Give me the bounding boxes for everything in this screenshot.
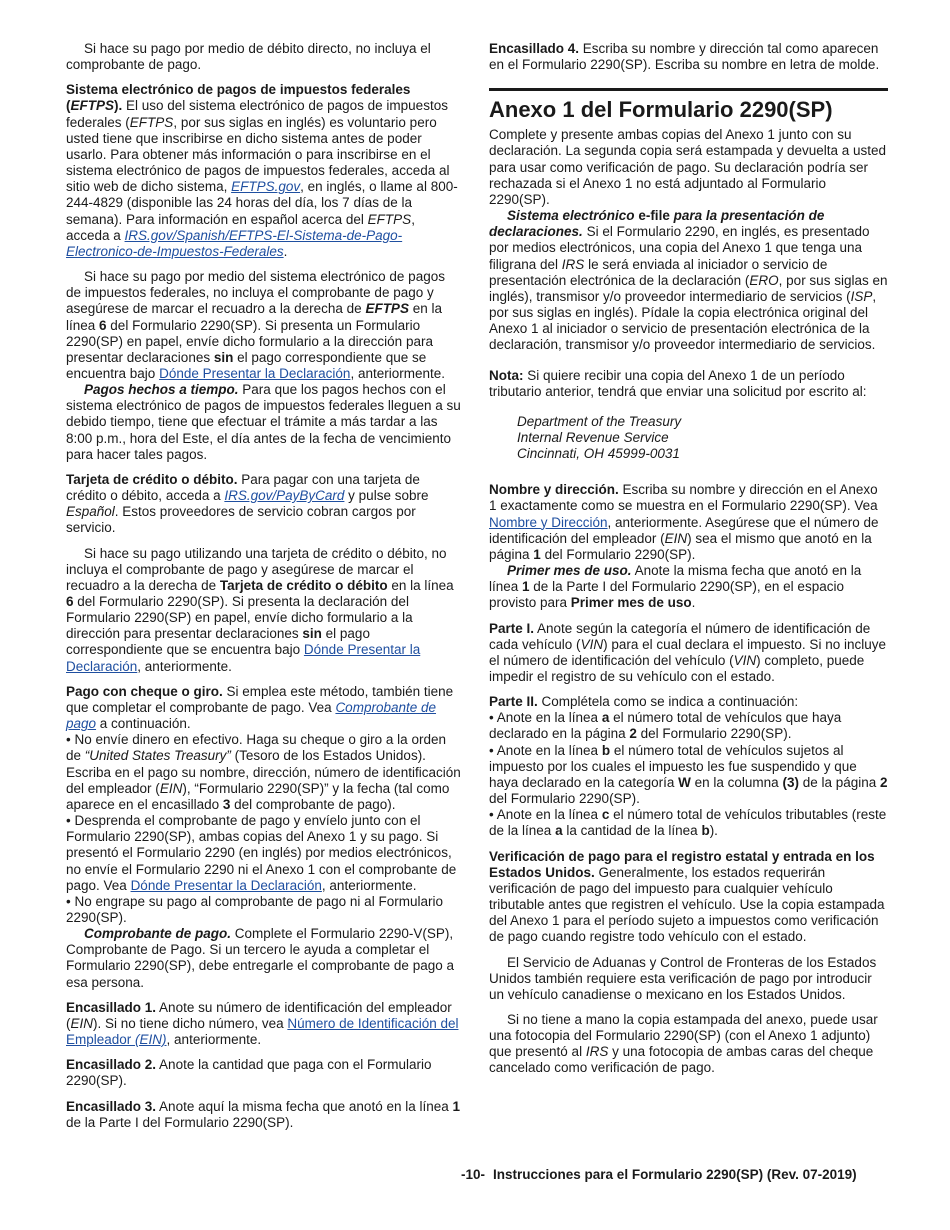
photocopy-paragraph: Si no tiene a mano la copia estampada del anexo, puede usar una fotocopia del Formulario 2290(SP) (con el Anexo 1 adjunto) que presentó al IRS y una fotocopia de ambas caras del cheque cancelado como verificación de pago. <box>489 1011 878 1076</box>
on-time-paragraph: Pagos hechos a tiempo. Para que los pagos hechos con el sistema electrónico de pagos de impuestos federales lleguen a su debido tiempo, tiene que efectuar el trámite a más tardar a las 8:00 p.m., hora del Este, el día antes de la fecha de vencimiento para hacer tales pagos. <box>66 382 461 462</box>
right-column <box>489 41 888 1077</box>
first-month-paragraph: Primer mes de uso. Anote la misma fecha que anotó en la línea 1 de la Parte I del Formulario 2290(SP), en el espacio provisto para Primer mes de uso. <box>489 563 862 611</box>
card-paragraph: Tarjeta de crédito o débito. Para pagar con una tarjeta de crédito o débito, acceda a IRS.gov/PayByCard y pulse sobre Español. Estos proveedores de servicio cobran cargos por servicio. <box>66 471 429 536</box>
verification-paragraph: Verificación de pago para el registro estatal y entrada en los Estados Unidos. Generalmente, los estados requerirán verificación de pago del impuesto para cualquier vehículo tributable antes que registren el vehículo. Use la copia estampada del Anexo 1 para el período sujeto a impuestos como verificación de pago cuando registre todo vehículo con el estado. <box>489 848 885 945</box>
bullet-no-cash: • No envíe dinero en efectivo. Haga su cheque o giro a la orden de “United States Treasury” (Tesoro de los Estados Unidos). Escriba en el pago su nombre, dirección, número de identificación del empleador (EIN), “Formulario 2290(SP)” y la fecha (tal como aparece en el encasillado 3 del comprobante de pago). <box>66 732 461 812</box>
part2-bullet-b: • Anote en la línea b el número total de vehículos sujetos al impuesto por los cuales el impuesto les fue suspendido y que haya declarado en la categoría W en la columna (3) de la página 2 del Formulario 2290(SP). <box>489 742 888 807</box>
part1-paragraph: Parte I. Anote según la categoría el número de identificación de cada vehículo (VIN) para el cual declara el impuesto. Si no incluye el número de identificación del vehículo (VIN) completo, puede impedir el registro de su vehículo con el estado. <box>489 620 886 684</box>
bullet-detach-voucher: • Desprenda el comprobante de pago y envíelo junto con el Formulario 2290(SP), ambas copias del Anexo 1 y su pago. Si presentó el Formulario 2290 (en inglés) por medios electrónicos, no envíe el Formulario 2290 ni el Anexo 1 con el comprobante de pago. Vea Dónde Presentar la Declaración, anteriormente. <box>66 813 457 893</box>
name-address-paragraph: Nombre y dirección. Escriba su nombre y dirección en el Anexo 1 exactamente como se muestra en el Formulario 2290(SP). Vea Nombre y Dirección, anteriormente. Asegúrese que el número de identificación del empleador (EIN) sea el mismo que anotó en la página 1 del Formulario 2290(SP). <box>489 482 879 562</box>
paybycard-link[interactable]: IRS.gov/PayByCard <box>224 488 345 504</box>
part2-paragraph: Parte II. Complétela como se indica a continuación: <box>489 694 799 710</box>
card-instructions-paragraph: Si hace su pago utilizando una tarjeta de crédito o débito, no incluya el comprobante de pago y asegúrese de marcar el recuadro a la derecha de Tarjeta de crédito o débito en la línea 6 del Formulario 2290(SP). Si presenta la declaración del Formulario 2290(SP) en papel, envíe dicho formulario a la dirección para presentar declaraciones sin el pago correspondiente que se encuentra bajo Dónde Presentar la Declaración, anteriormente. <box>66 545 454 674</box>
where-to-file-link-2[interactable]: Dónde Presentar la Declaración <box>66 642 421 674</box>
eftps-link[interactable]: EFTPS.gov <box>231 179 301 195</box>
customs-paragraph: El Servicio de Aduanas y Control de Fronteras de los Estados Unidos también requiere esta verificación de pago por introducir un vehículo canadiense o mexicano en los Estados Unidos. <box>489 954 877 1002</box>
section-divider <box>489 88 888 91</box>
voucher-paragraph: Comprobante de pago. Complete el Formulario 2290-V(SP), Comprobante de Pago. Si un tercero le ayuda a completar el Formulario 2290(SP), debe entregarle el comprobante de pago a esa persona. <box>66 926 454 990</box>
mailing-address <box>489 414 888 462</box>
address-line-3: Cincinnati, OH 45999-0031 <box>517 446 680 462</box>
where-to-file-link-3[interactable]: Dónde Presentar la Declaración <box>130 877 322 893</box>
eftps-instructions-paragraph: Si hace su pago por medio del sistema electrónico de pagos de impuestos federales, no incluya el comprobante de pago y asegúrese de marcar el recuadro a la derecha de EFTPS en la línea 6 del Formulario 2290(SP). Si presenta un Formulario 2290(SP) en papel, envíe dicho formulario a la dirección para presentar declaraciones sin el pago correspondiente que se encuentra bajo Dónde Presentar la Declaración, anteriormente. <box>66 269 445 381</box>
address-line-2: Internal Revenue Service <box>517 429 669 445</box>
box1-paragraph: Encasillado 1. Anote su número de identificación del empleador (EIN). Si no tiene dicho número, vea Número de Identificación del Empleador (EIN), anteriormente. <box>66 999 459 1048</box>
ein-link[interactable]: Número de Identificación del Empleador (EIN) <box>66 1015 459 1048</box>
note-paragraph: Nota: Si quiere recibir una copia del Anexo 1 de un período tributario anterior, tendrá que enviar una solicitud por escrito al: <box>489 367 867 399</box>
box4-paragraph: Encasillado 4. Escriba su nombre y dirección tal como aparecen en el Formulario 2290(SP). Escriba su nombre en letra de molde. <box>489 41 880 73</box>
left-column <box>66 41 462 1131</box>
box2-paragraph: Encasillado 2. Anote la cantidad que paga con el Formulario 2290(SP). <box>66 1057 432 1089</box>
part2-bullet-a: • Anote en la línea a el número total de vehículos que haya declarado en la página 2 del Formulario 2290(SP). <box>489 710 842 742</box>
part2-bullet-c: • Anote en la línea c el número total de vehículos tributables (reste de la línea a la cantidad de la línea b). <box>489 807 887 839</box>
section-heading: Anexo 1 del Formulario 2290(SP) <box>489 97 833 123</box>
name-address-link[interactable]: Nombre y Dirección <box>489 514 608 530</box>
box3-paragraph: Encasillado 3. Anote aquí la misma fecha que anotó en la línea 1 de la Parte I del Formulario 2290(SP). <box>66 1098 461 1130</box>
eftps-paragraph: Sistema electrónico de pagos de impuestos federales (EFTPS). El uso del sistema electrónico de pagos de impuestos federales (EFTPS, por sus siglas en inglés) es voluntario pero usted tiene que inscribirse en dicho sistema antes de poder usarlo. Para obtener más información o para inscribirse en el sistema electrónico de pagos de impuestos federales, acceda al sitio web de dicho sistema, EFTPS.gov, en inglés, o llame al 800-244-4829 (disponible las 24 horas del día, los 7 días de la semana). Para información en español acerca del EFTPS, acceda a IRS.gov/Spanish/EFTPS-El-Sistema-de-Pago-Electronico-de-Impuestos-Federales. <box>66 82 458 259</box>
address-line-1: Department of the Treasury <box>517 413 682 429</box>
bullet-no-staple: • No engrape su pago al comprobante de pago ni al Formulario 2290(SP). <box>66 893 443 925</box>
direct-debit-paragraph: Si hace su pago por medio de débito directo, no incluya el comprobante de pago. <box>66 41 431 73</box>
page-footer <box>461 1167 891 1183</box>
voucher-link[interactable]: Comprobante de pago <box>66 699 437 732</box>
eftps-spanish-link[interactable]: IRS.gov/Spanish/EFTPS-El-Sistema-de-Pago-Electronico-de-Impuestos-Federales <box>66 227 403 259</box>
check-paragraph: Pago con cheque o giro. Si emplea este método, también tiene que completar el comprobante de pago. Vea Comprobante de pago a continuación. <box>66 683 454 732</box>
page-number: -10- <box>461 1167 486 1182</box>
document-title: Instrucciones para el Formulario 2290(SP) (Rev. 07-2019) <box>493 1167 857 1182</box>
where-to-file-link[interactable]: Dónde Presentar la Declaración <box>159 365 351 381</box>
schedule1-intro: Complete y presente ambas copias del Anexo 1 junto con su declaración. La segunda copia será estampada y devuelta a usted para usar como verificación de pago. Su declaración podría ser rechazada si el Anexo 1 no está adjuntado al Formulario 2290(SP). <box>489 127 887 207</box>
efile-paragraph: Sistema electrónico e-file para la presentación de declaraciones. Si el Formulario 2290, en inglés, es presentado por medios electrónicos, una copia del Anexo 1 que tenga una filigrana del IRS le será enviada al iniciador o servicio de presentación electrónica de la declaración (ERO, por sus siglas en inglés), transmisor y/o proveedor intermediario de servicios (ISP, por sus siglas en inglés). Pídale la copia electrónica original del Anexo 1 al iniciador o servicio de presentación electrónica de la declaración, transmisor y/o proveedor intermediario de servicios. <box>489 208 888 353</box>
